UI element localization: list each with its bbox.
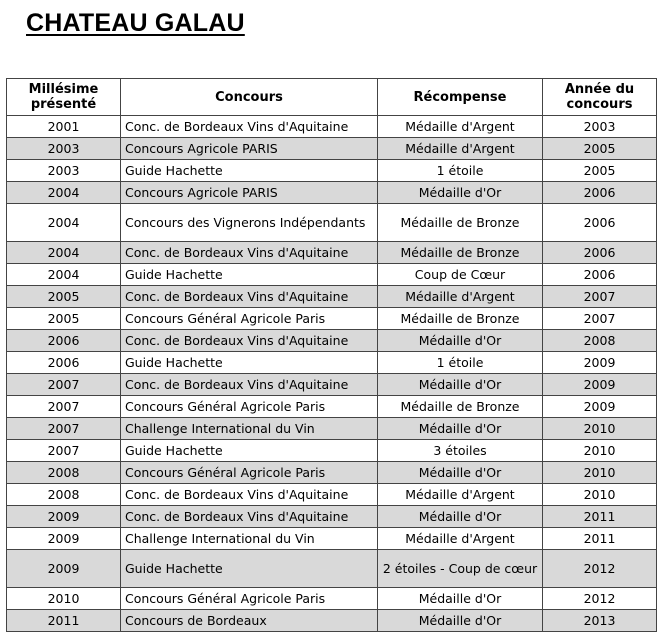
cell-contest-year: 2008 <box>543 330 657 352</box>
cell-contest: Guide Hachette <box>121 352 378 374</box>
cell-contest-year: 2010 <box>543 484 657 506</box>
cell-award: Médaille d'Argent <box>378 138 543 160</box>
cell-vintage: 2011 <box>7 610 121 632</box>
cell-award: Médaille d'Or <box>378 182 543 204</box>
page-title: CHATEAU GALAU <box>26 9 245 37</box>
table-row <box>7 182 657 204</box>
cell-contest: Concours Agricole PARIS <box>121 182 378 204</box>
table-row <box>7 588 657 610</box>
cell-contest: Concours de Bordeaux <box>121 610 378 632</box>
cell-contest: Guide Hachette <box>121 264 378 286</box>
table-row <box>7 610 657 632</box>
cell-contest-year: 2009 <box>543 352 657 374</box>
cell-award: Médaille d'Or <box>378 418 543 440</box>
table-row <box>7 352 657 374</box>
table-row <box>7 264 657 286</box>
cell-contest: Concours Général Agricole Paris <box>121 308 378 330</box>
cell-contest: Challenge International du Vin <box>121 418 378 440</box>
cell-contest: Conc. de Bordeaux Vins d'Aquitaine <box>121 242 378 264</box>
cell-contest-year: 2013 <box>543 610 657 632</box>
cell-vintage: 2007 <box>7 440 121 462</box>
table-row <box>7 418 657 440</box>
cell-award: 1 étoile <box>378 160 543 182</box>
cell-contest-year: 2011 <box>543 506 657 528</box>
cell-contest: Concours Général Agricole Paris <box>121 462 378 484</box>
cell-vintage: 2004 <box>7 264 121 286</box>
cell-vintage: 2008 <box>7 462 121 484</box>
cell-award: Médaille de Bronze <box>378 204 543 242</box>
cell-contest: Concours Agricole PARIS <box>121 138 378 160</box>
cell-vintage: 2005 <box>7 286 121 308</box>
table-row <box>7 330 657 352</box>
cell-contest: Guide Hachette <box>121 160 378 182</box>
cell-contest-year: 2006 <box>543 264 657 286</box>
table-row <box>7 396 657 418</box>
cell-vintage: 2001 <box>7 116 121 138</box>
cell-vintage: 2006 <box>7 330 121 352</box>
cell-vintage: 2003 <box>7 160 121 182</box>
cell-contest: Concours Général Agricole Paris <box>121 396 378 418</box>
cell-contest: Guide Hachette <box>121 550 378 588</box>
cell-vintage: 2010 <box>7 588 121 610</box>
cell-contest-year: 2007 <box>543 308 657 330</box>
cell-contest-year: 2012 <box>543 588 657 610</box>
cell-contest-year: 2005 <box>543 138 657 160</box>
cell-contest-year: 2006 <box>543 242 657 264</box>
cell-contest: Conc. de Bordeaux Vins d'Aquitaine <box>121 330 378 352</box>
cell-contest-year: 2009 <box>543 374 657 396</box>
cell-contest-year: 2009 <box>543 396 657 418</box>
header-contest: Concours <box>121 79 378 116</box>
cell-contest-year: 2007 <box>543 286 657 308</box>
cell-contest: Conc. de Bordeaux Vins d'Aquitaine <box>121 506 378 528</box>
cell-contest: Challenge International du Vin <box>121 528 378 550</box>
table-body <box>7 116 657 632</box>
awards-table <box>6 78 657 632</box>
cell-award: Médaille d'Or <box>378 462 543 484</box>
cell-contest-year: 2010 <box>543 440 657 462</box>
cell-contest-year: 2010 <box>543 418 657 440</box>
cell-vintage: 2008 <box>7 484 121 506</box>
table-row <box>7 484 657 506</box>
cell-contest: Conc. de Bordeaux Vins d'Aquitaine <box>121 116 378 138</box>
cell-contest-year: 2006 <box>543 182 657 204</box>
table-row <box>7 160 657 182</box>
cell-award: 2 étoiles - Coup de cœur <box>378 550 543 588</box>
cell-vintage: 2006 <box>7 352 121 374</box>
cell-award: Médaille d'Argent <box>378 286 543 308</box>
table-row <box>7 506 657 528</box>
table-row <box>7 308 657 330</box>
cell-vintage: 2009 <box>7 550 121 588</box>
table-row <box>7 138 657 160</box>
cell-award: Médaille d'Or <box>378 610 543 632</box>
table-row <box>7 550 657 588</box>
cell-award: Coup de Cœur <box>378 264 543 286</box>
header-vintage: Millésime présenté <box>7 79 121 116</box>
table-row <box>7 242 657 264</box>
cell-award: Médaille d'Argent <box>378 116 543 138</box>
header-award: Récompense <box>378 79 543 116</box>
cell-vintage: 2007 <box>7 374 121 396</box>
cell-contest-year: 2012 <box>543 550 657 588</box>
table-row <box>7 204 657 242</box>
cell-award: Médaille d'Or <box>378 588 543 610</box>
cell-award: Médaille de Bronze <box>378 396 543 418</box>
cell-contest-year: 2006 <box>543 204 657 242</box>
header-contest-year: Année du concours <box>543 79 657 116</box>
cell-award: Médaille d'Or <box>378 506 543 528</box>
cell-award: Médaille de Bronze <box>378 308 543 330</box>
table-row <box>7 440 657 462</box>
cell-award: Médaille d'Argent <box>378 484 543 506</box>
table-row <box>7 528 657 550</box>
cell-contest: Concours Général Agricole Paris <box>121 588 378 610</box>
cell-contest: Concours des Vignerons Indépendants <box>121 204 378 242</box>
cell-vintage: 2003 <box>7 138 121 160</box>
cell-contest-year: 2011 <box>543 528 657 550</box>
cell-vintage: 2009 <box>7 528 121 550</box>
cell-contest-year: 2003 <box>543 116 657 138</box>
table-row <box>7 286 657 308</box>
cell-award: 3 étoiles <box>378 440 543 462</box>
cell-contest: Conc. de Bordeaux Vins d'Aquitaine <box>121 374 378 396</box>
table-header-row <box>7 79 657 116</box>
table-row <box>7 462 657 484</box>
cell-award: Médaille d'Or <box>378 330 543 352</box>
cell-contest: Guide Hachette <box>121 440 378 462</box>
cell-award: 1 étoile <box>378 352 543 374</box>
table-row <box>7 374 657 396</box>
cell-contest: Conc. de Bordeaux Vins d'Aquitaine <box>121 484 378 506</box>
cell-vintage: 2004 <box>7 182 121 204</box>
cell-award: Médaille d'Or <box>378 374 543 396</box>
cell-contest: Conc. de Bordeaux Vins d'Aquitaine <box>121 286 378 308</box>
cell-vintage: 2005 <box>7 308 121 330</box>
cell-vintage: 2007 <box>7 418 121 440</box>
cell-vintage: 2009 <box>7 506 121 528</box>
cell-vintage: 2007 <box>7 396 121 418</box>
table-row <box>7 116 657 138</box>
cell-contest-year: 2010 <box>543 462 657 484</box>
cell-vintage: 2004 <box>7 204 121 242</box>
cell-contest-year: 2005 <box>543 160 657 182</box>
cell-award: Médaille d'Argent <box>378 528 543 550</box>
cell-award: Médaille de Bronze <box>378 242 543 264</box>
cell-vintage: 2004 <box>7 242 121 264</box>
